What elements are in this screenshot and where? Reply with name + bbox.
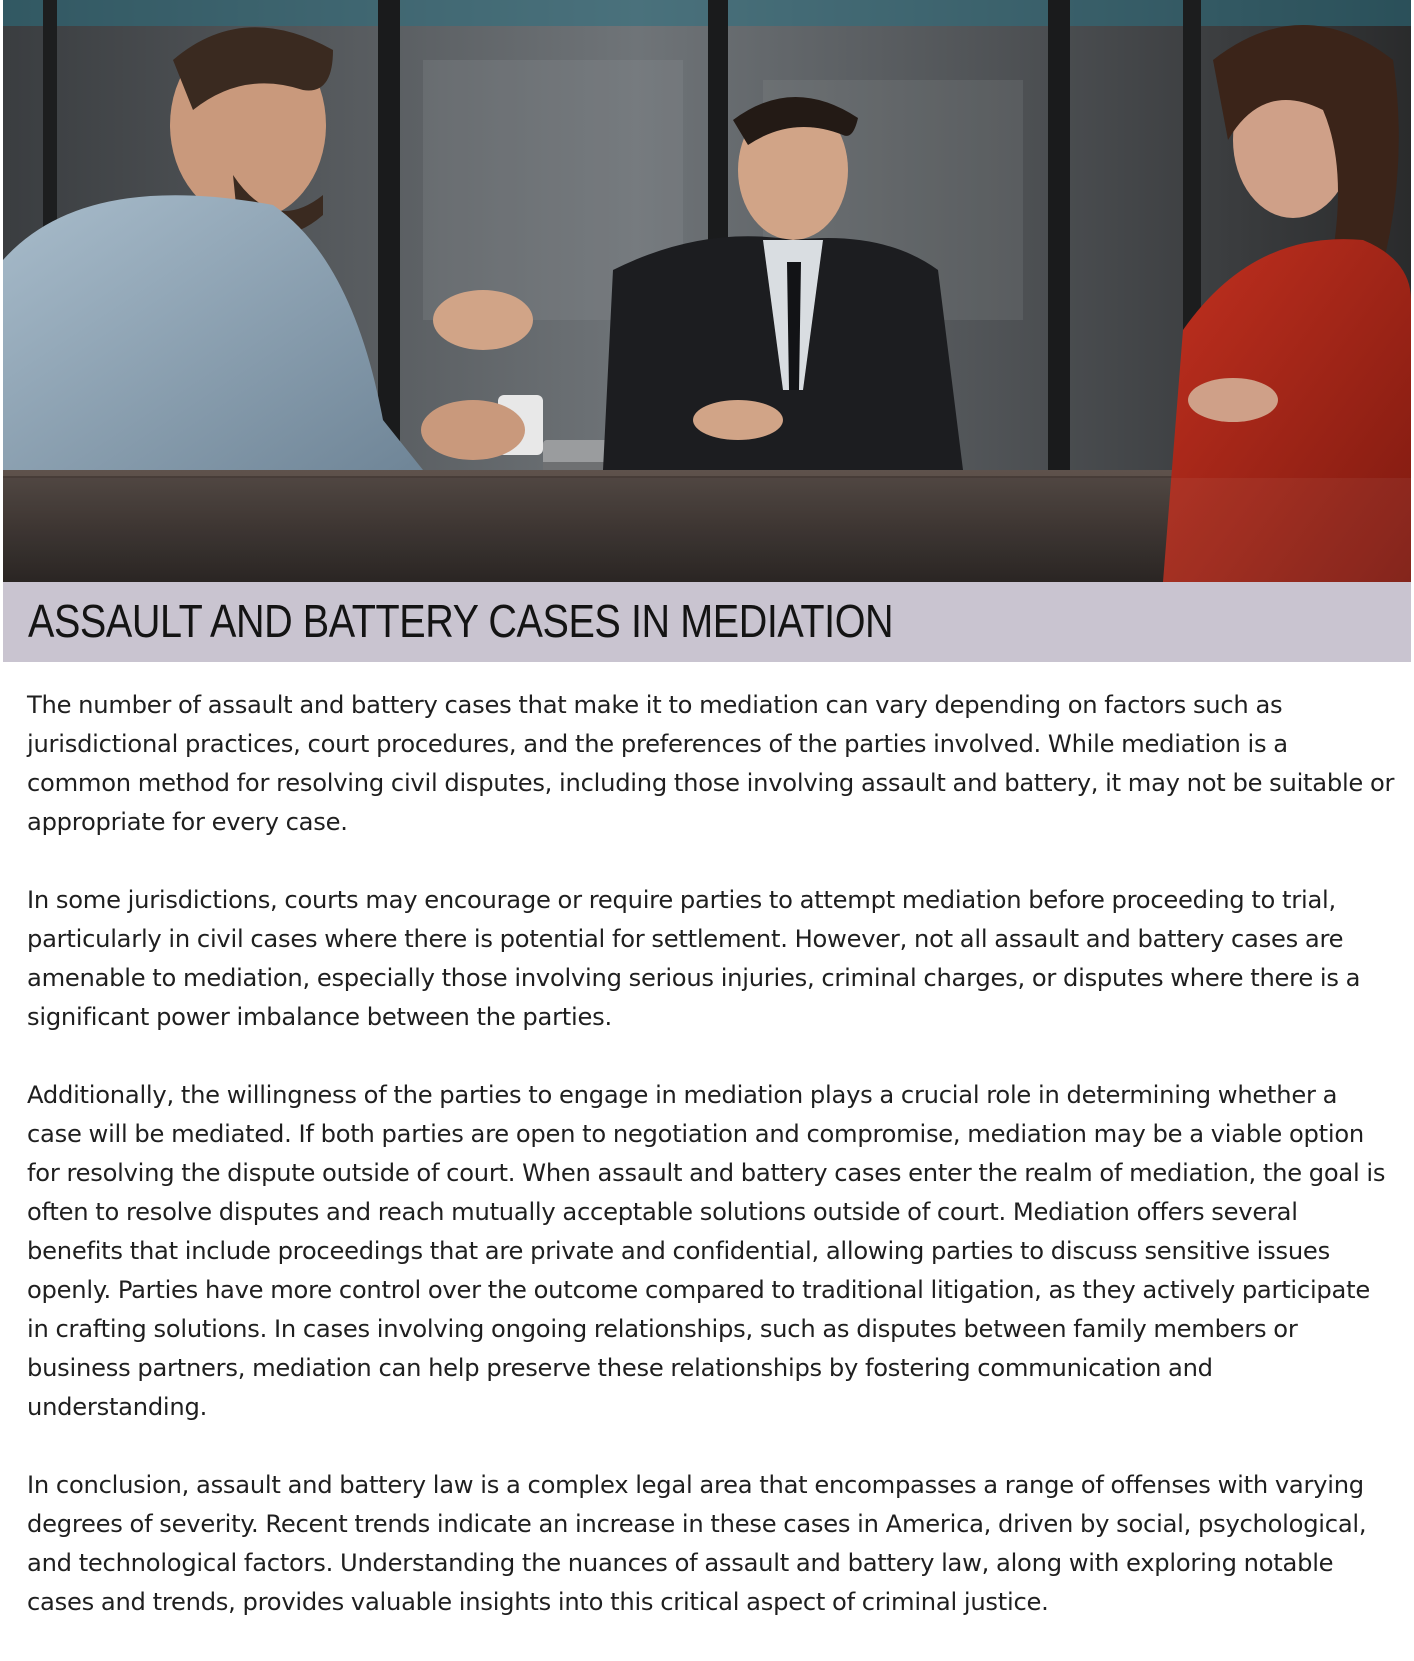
paragraph-3: Additionally, the willingness of the parties to engage in mediation plays a crucial role in determining whether a case will be mediated. If both parties are open to negotiation and compromise, mediation may be a viable option for resolving the dispute outside of court. When assault and battery cases enter the realm of mediation, the goal is often to resolve disputes and reach mutually acceptable solutions outside of court. Mediation offers several benefits that include proceedings that are private and confidential, allowing parties to discuss sensitive issues openly. Parties have more control over the outcome compared to traditional litigation, as they actively participate in crafting solutions. In cases involving ongoing relationships, such as disputes between family members or business partners, mediation can help preserve these relationships by fostering communication and understanding. [27, 1081, 1386, 1421]
article-body [27, 686, 1395, 1661]
title-band [3, 582, 1411, 662]
hero-photo [3, 0, 1411, 582]
paragraph-4: In conclusion, assault and battery law is a complex legal area that encompasses a range of offenses with varying degrees of severity. Recent trends indicate an increase in these cases in America, driven by social, psychological, and technological factors. Understanding the nuances of assault and battery law, along with exploring notable cases and trends, provides valuable insights into this critical aspect of criminal justice. [27, 1471, 1367, 1616]
paragraph-1: The number of assault and battery cases that make it to mediation can vary depending on factors such as jurisdictional practices, court procedures, and the preferences of the parties involved. While mediation is a common method for resolving civil disputes, including those involving assault and battery, it may not be suitable or appropriate for every case. [27, 691, 1395, 836]
paragraph-2: In some jurisdictions, courts may encourage or require parties to attempt mediation before proceeding to trial, particularly in civil cases where there is potential for settlement. However, not all assault and battery cases are amenable to mediation, especially those involving serious injuries, criminal charges, or disputes where there is a significant power imbalance between the parties. [27, 886, 1361, 1031]
page-title: ASSAULT AND BATTERY CASES IN MEDIATION [28, 595, 894, 647]
meeting-photo-illustration [3, 0, 1411, 582]
